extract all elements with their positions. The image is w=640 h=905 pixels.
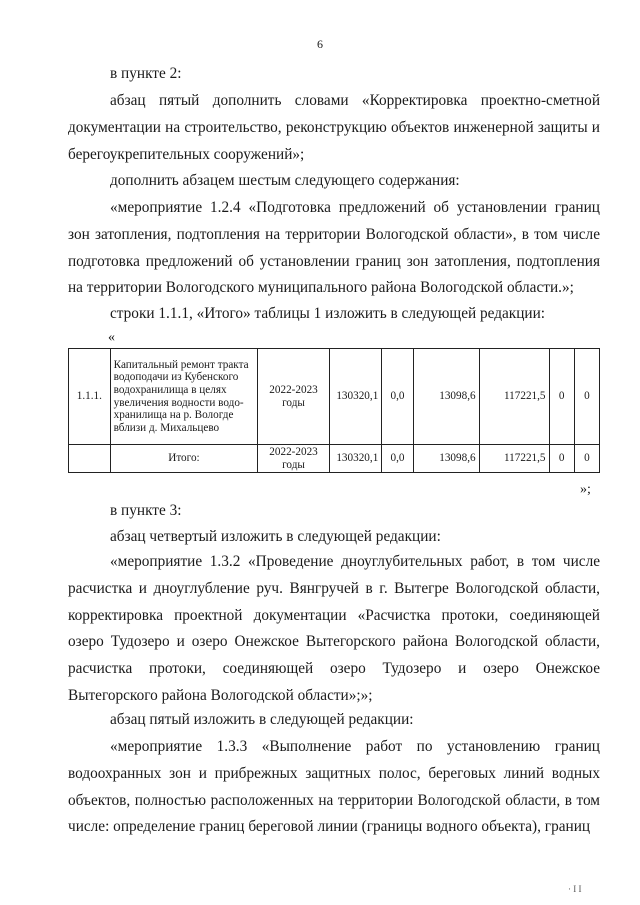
funding-table [68, 348, 600, 473]
value-cell: 117221,5 [479, 349, 549, 445]
page-number: 6 [317, 37, 323, 51]
measure-name-cell: Капитальный ремонт тракта водоподачи из Кубенского водохранилища в целях увеличения водности водо-хранилища на р. Вологде вблизи д. Михальцево [110, 349, 258, 445]
paragraph-measure-1-2-4: «мероприятие 1.2.4 «Подготовка предложений об установлении границ зон затопления, подтопления на территории Вологодской области», в том числе подготовка предложений об установлении границ зон затопления, подтопления на территории Вологодского муниципального района Вологодской области.»; [68, 199, 600, 297]
paragraph-abzac-five-addition: абзац пятый дополнить словами «Корректировка проектно-сметной документации на строительство, реконструкцию объектов инженерной защиты и берегоукрепительных сооружений»; [68, 92, 600, 163]
paragraph-add-sixth: дополнить абзацем шестым следующего содержания: [110, 172, 460, 189]
paragraph-measure-1-3-2: «мероприятие 1.3.2 «Проведение дноуглубительных работ, в том числе расчистка и дноуглубление руч. Вянгручей в г. Вытегре Вологодской области, корректировка проектной документации «Расчистка протоки, соединяющей озеро Тудозеро и озеро Онежское Вытегорского района Вологодской области, расчистка протоки, соединяющей озеро Тудозеро и озеро Онежское Вытегорского района Вологодской области»;»; [68, 553, 600, 704]
closing-quote: »; [580, 482, 591, 497]
paragraph-measure-1-3-3: «мероприятие 1.3.3 «Выполнение работ по установлению границ водоохранных зон и прибрежных защитных полос, береговых линий водных объектов, полностью расположенных на территории Вологодской области, в том числе: определение границ береговой линии (границы водного объекта), границ [68, 738, 600, 836]
paragraph-abzac-five-intro: абзац пятый изложить в следующей редакции: [110, 711, 414, 728]
row-number-cell: 1.1.1. [69, 349, 111, 445]
table-row [69, 349, 600, 445]
value-cell: 13098,6 [413, 349, 479, 445]
table-row [69, 445, 600, 473]
value-cell: 13098,6 [413, 445, 479, 473]
value-cell: 0,0 [382, 445, 414, 473]
value-cell: 0 [574, 445, 599, 473]
value-cell: 0 [549, 445, 574, 473]
paragraph-point-3: в пункте 3: [110, 502, 182, 519]
years-cell: 2022-2023 годы [258, 445, 330, 473]
value-cell: 117221,5 [479, 445, 549, 473]
row-number-cell [69, 445, 111, 473]
years-cell: 2022-2023 годы [258, 349, 330, 445]
total-value-cell: 130320,1 [329, 445, 381, 473]
footer-mark: · I I [568, 884, 582, 894]
total-value-cell: 130320,1 [329, 349, 381, 445]
paragraph-point-2: в пункте 2: [110, 65, 182, 82]
value-cell: 0 [549, 349, 574, 445]
value-cell: 0 [574, 349, 599, 445]
value-cell: 0,0 [382, 349, 414, 445]
itogo-label-cell: Итого: [110, 445, 258, 473]
paragraph-abzac-four-intro: абзац четвертый изложить в следующей редакции: [110, 528, 441, 545]
opening-quote: « [108, 330, 115, 345]
paragraph-table-rows-intro: строки 1.1.1, «Итого» таблицы 1 изложить в следующей редакции: [110, 305, 546, 322]
